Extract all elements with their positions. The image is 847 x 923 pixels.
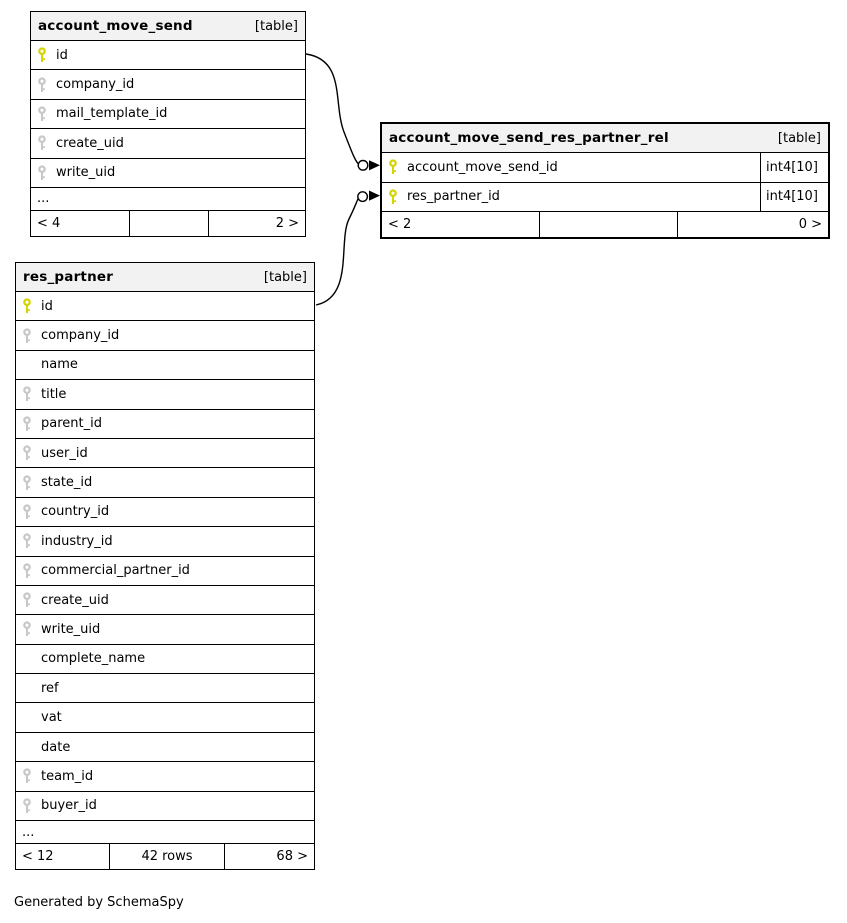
- column-row-commercial_partner_id: [16, 556, 314, 585]
- index-key-icon: [22, 798, 33, 814]
- column-row-ref: [16, 673, 314, 702]
- footer-parents-count: < 12: [22, 849, 54, 865]
- column-name: mail_template_id: [56, 106, 168, 122]
- column-row-company_id: [16, 320, 314, 349]
- column-row-vat: [16, 702, 314, 731]
- no-icon-spacer: [22, 710, 33, 726]
- column-name: write_uid: [41, 621, 101, 637]
- column-row-team_id: [16, 761, 314, 790]
- column-type: int4[10]: [760, 183, 828, 212]
- table-columns: [31, 40, 305, 210]
- column-name: title: [41, 386, 67, 402]
- index-key-icon: [37, 165, 48, 181]
- index-key-icon: [37, 106, 48, 122]
- column-row-title: [16, 379, 314, 408]
- relationship-account-move-send-id-to-rel: [306, 54, 380, 170]
- table-type-badge: [table]: [777, 130, 821, 146]
- table-header: [31, 12, 305, 40]
- table-type-badge: [table]: [254, 18, 298, 34]
- no-icon-spacer: [22, 680, 33, 696]
- column-row-industry_id: [16, 526, 314, 555]
- footer-parents-count: < 4: [37, 215, 61, 231]
- footer-parents-count: < 2: [388, 217, 412, 233]
- column-row-user_id: [16, 438, 314, 467]
- column-row-create_uid: [31, 128, 305, 157]
- column-name: name: [41, 357, 78, 373]
- table-account-move-send-res-partner-rel[interactable]: [380, 122, 830, 239]
- table-type-badge: [table]: [263, 269, 307, 285]
- column-name: create_uid: [41, 592, 109, 608]
- index-key-icon: [37, 135, 48, 151]
- footer-children-count: 68 >: [224, 844, 314, 869]
- table-footer: [382, 211, 828, 237]
- column-row-account_move_send_id: [382, 152, 828, 182]
- column-type: int4[10]: [760, 153, 828, 182]
- column-name: company_id: [56, 77, 135, 93]
- no-icon-spacer: [22, 739, 33, 755]
- column-name: team_id: [41, 768, 94, 784]
- column-name: country_id: [41, 504, 110, 520]
- column-name: ref: [41, 680, 59, 696]
- column-name: buyer_id: [41, 798, 97, 814]
- table-header: [16, 263, 314, 291]
- column-name: write_uid: [56, 165, 116, 181]
- table-name[interactable]: res_partner: [23, 269, 114, 285]
- index-key-icon: [22, 621, 33, 637]
- relationship-res-partner-id-to-rel: [316, 191, 380, 306]
- column-name: commercial_partner_id: [41, 563, 190, 579]
- index-key-icon: [22, 416, 33, 432]
- column-row-id: [16, 291, 314, 320]
- column-row-parent_id: [16, 409, 314, 438]
- table-columns: [382, 152, 828, 211]
- column-row-create_uid: [16, 585, 314, 614]
- index-key-icon: [22, 563, 33, 579]
- footer-children-count: 2 >: [208, 211, 305, 236]
- footer-rows-count: [539, 212, 677, 237]
- column-row-country_id: [16, 497, 314, 526]
- index-key-icon: [22, 328, 33, 344]
- table-footer: [16, 843, 314, 869]
- footer-rows-count: 42 rows: [109, 844, 224, 869]
- column-name: account_move_send_id: [407, 159, 558, 175]
- column-row-date: [16, 732, 314, 761]
- table-account-move-send[interactable]: [30, 11, 306, 237]
- column-name: id: [56, 47, 68, 63]
- generated-by-note: Generated by SchemaSpy: [14, 895, 184, 910]
- table-columns: [16, 291, 314, 843]
- column-row-company_id: [31, 69, 305, 98]
- index-key-icon: [22, 533, 33, 549]
- column-name: user_id: [41, 445, 88, 461]
- primary-key-icon: [388, 159, 399, 175]
- index-key-icon: [22, 445, 33, 461]
- index-key-icon: [22, 592, 33, 608]
- column-name: company_id: [41, 328, 120, 344]
- column-row-state_id: [16, 467, 314, 496]
- index-key-icon: [22, 504, 33, 520]
- column-row-buyer_id: [16, 791, 314, 820]
- index-key-icon: [22, 475, 33, 491]
- column-row-complete_name: [16, 644, 314, 673]
- column-row-name: [16, 350, 314, 379]
- primary-key-icon: [22, 298, 33, 314]
- column-name: id: [41, 298, 53, 314]
- primary-key-icon: [37, 47, 48, 63]
- column-row-write_uid: [16, 614, 314, 643]
- column-name: res_partner_id: [407, 189, 500, 205]
- index-key-icon: [22, 768, 33, 784]
- footer-rows-count: [129, 211, 208, 236]
- no-icon-spacer: [22, 651, 33, 667]
- column-name: create_uid: [56, 135, 124, 151]
- no-icon-spacer: [22, 357, 33, 373]
- table-res-partner[interactable]: [15, 262, 315, 870]
- more-columns-ellipsis: ...: [16, 820, 314, 843]
- column-name: state_id: [41, 475, 93, 491]
- table-footer: [31, 210, 305, 236]
- table-name[interactable]: account_move_send: [38, 18, 193, 34]
- column-row-res_partner_id: [382, 182, 828, 212]
- index-key-icon: [22, 386, 33, 402]
- column-row-id: [31, 40, 305, 69]
- column-name: industry_id: [41, 533, 113, 549]
- index-key-icon: [37, 77, 48, 93]
- column-row-write_uid: [31, 158, 305, 187]
- footer-children-count: 0 >: [677, 212, 828, 237]
- primary-key-icon: [388, 189, 399, 205]
- column-name: complete_name: [41, 651, 146, 667]
- column-name: vat: [41, 710, 62, 726]
- column-row-mail_template_id: [31, 99, 305, 128]
- more-columns-ellipsis: ...: [31, 187, 305, 210]
- table-header: [382, 124, 828, 152]
- column-name: date: [41, 739, 71, 755]
- column-name: parent_id: [41, 416, 102, 432]
- table-name[interactable]: account_move_send_res_partner_rel: [389, 130, 669, 146]
